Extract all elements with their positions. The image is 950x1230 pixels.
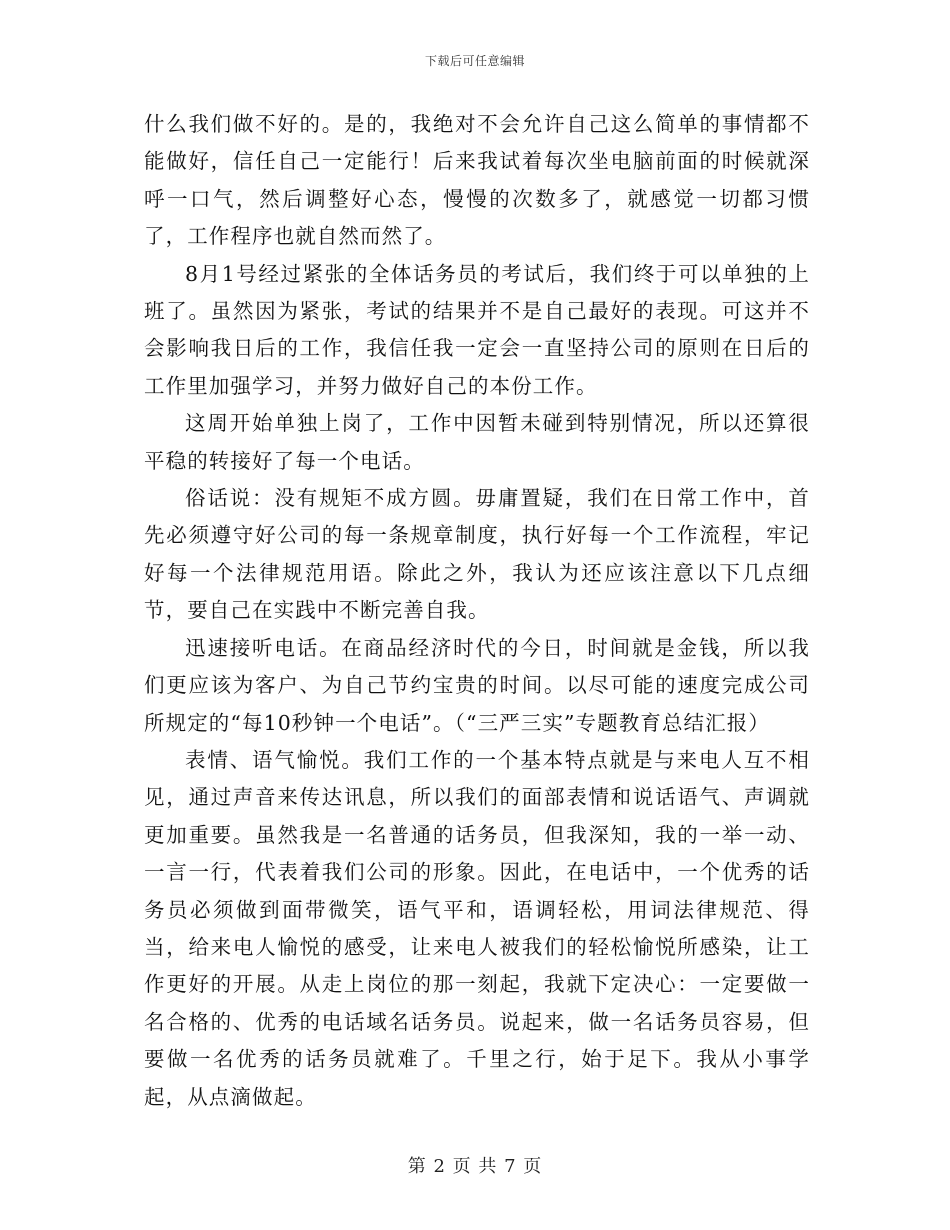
paragraph-first-week: 这周开始单独上岗了，工作中因暂未碰到特别情况，所以还算很平稳的转接好了每一个电话。 [144,411,810,473]
paragraph-tone-pleasant: 表情、语气愉悦。我们工作的一个基本特点就是与来电人互不相见，通过声音来传达讯息，所以我们的面部表情和说话语气、声调就更加重要。虽然我是一名普通的话务员，但我深知，我的一举一动、一言一行，代表着我们公司的形象。因此，在电话中，一个优秀的话务员必须做到面带微笑，语气平和，语调轻松，用词法律规范、得当，给来电人愉悦的感受，让来电人被我们的轻松愉悦所感染，让工作更好的开展。从走上岗位的那一刻起，我就下定决心：一定要做一名合格的、优秀的电话域名话务员。说起来，做一名话务员容易，但要做一名优秀的话务员就难了。千里之行，始于足下。我从小事学起，从点滴做起。 [144,747,810,1109]
document-body [144,106,810,1116]
page-header-note: 下载后可任意编辑 [424,54,525,68]
paragraph-continuation: 什么我们做不好的。是的，我绝对不会允许自己这么简单的事情都不能做好，信任自己一定能行！后来我试着每次坐电脑前面的时候就深呼一口气，然后调整好心态，慢慢的次数多了，就感觉一切都习惯了，工作程序也就自然而然了。 [144,112,810,249]
paragraph-rules: 俗话说：没有规矩不成方圆。毋庸置疑，我们在日常工作中，首先必须遵守好公司的每一条规章制度，执行好每一个工作流程，牢记好每一个法律规范用语。除此之外，我认为还应该注意以下几点细节，要自己在实践中不断完善自我。 [144,486,810,623]
page-number: 第 2 页 共 7 页 [407,1156,543,1177]
paragraph-exam: 8月1号经过紧张的全体话务员的考试后，我们终于可以单独的上班了。虽然因为紧张，考试的结果并不是自己最好的表现。可这并不会影响我日后的工作，我信任我一定会一直坚持公司的原则在日后的工作里加强学习，并努力做好自己的本份工作。 [144,261,810,398]
paragraph-answer-quickly: 迅速接听电话。在商品经济时代的今日，时间就是金钱，所以我们更应该为客户、为自己节约宝贵的时间。以尽可能的速度完成公司所规定的“每10秒钟一个电话”。（“三严三实”专题教育总结汇报） [144,635,810,735]
